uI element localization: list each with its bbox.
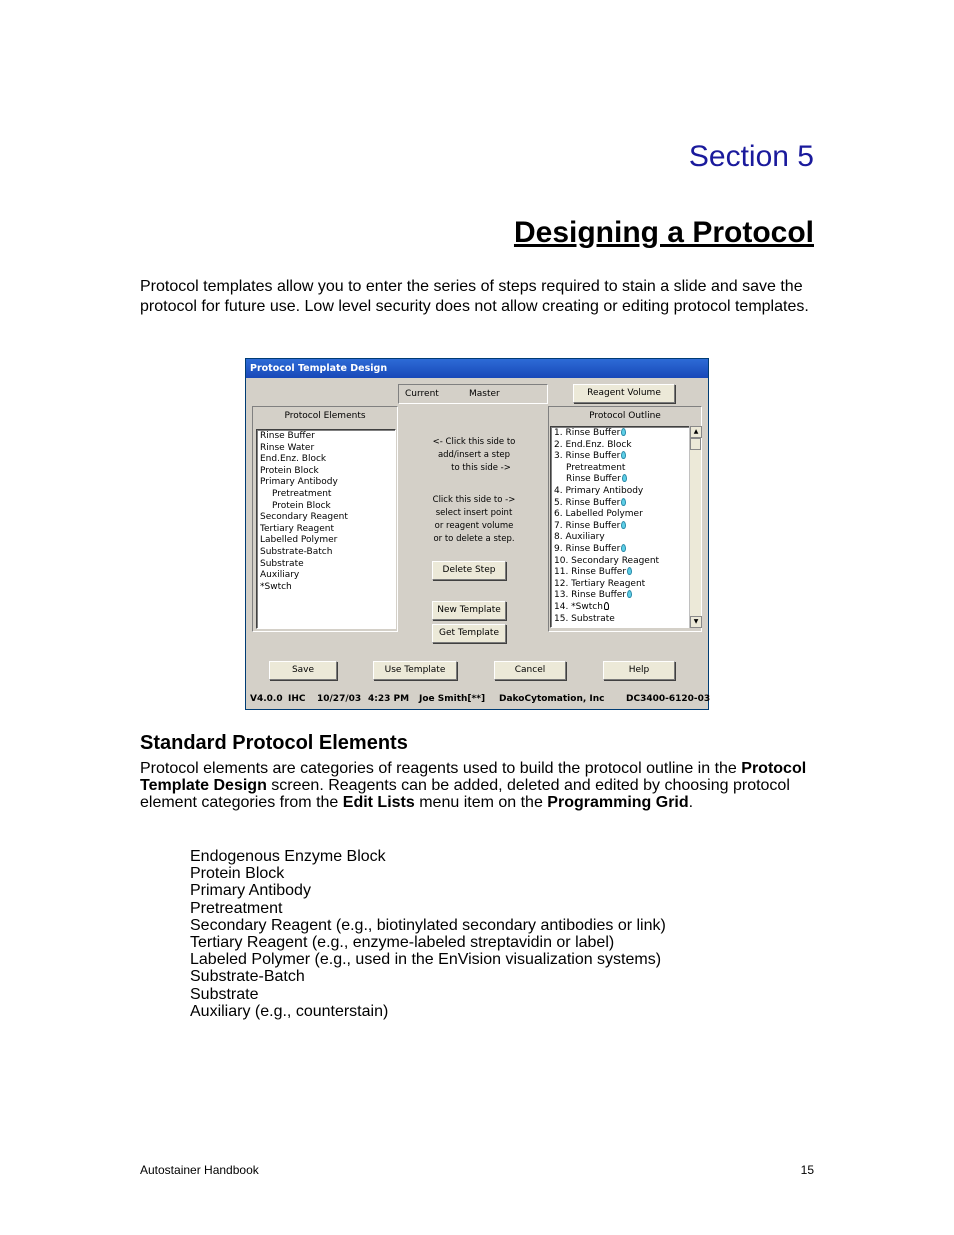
intro-paragraph: Protocol templates allow you to enter the series of steps required to stain a slide and save the protocol for future use. Low level security does not allow creating or editing protocol templates. (140, 278, 809, 315)
scroll-down-arrow-icon[interactable]: ▼ (690, 616, 702, 628)
outline-step-label: 2. End.Enz. Block (554, 439, 632, 450)
para2-bold-protocol-template-design: Protocol Template Design (140, 760, 807, 794)
hint-left-line-1: <- Click this side to (432, 437, 516, 447)
current-label[interactable]: Current (405, 389, 439, 399)
standard-element-item: Tertiary Reagent (e.g., enzyme-labeled streptavidin or label) (190, 934, 615, 952)
protocol-template-design-window (245, 358, 709, 710)
status-serial: DC3400-6120-03 (626, 694, 711, 704)
outline-step-label: 7. Rinse Buffer (554, 520, 621, 531)
outline-step-item[interactable] (554, 463, 686, 475)
hint-left-line-3: to this side -> (451, 463, 511, 473)
outline-step-item[interactable] (554, 614, 686, 626)
para2-bold-edit-lists: Edit Lists (342, 794, 415, 811)
section-label: Section 5 (688, 140, 814, 173)
outline-step-item[interactable] (554, 428, 686, 440)
protocol-elements-list[interactable] (256, 429, 396, 629)
window-body (246, 378, 711, 709)
current-master-panel (398, 384, 548, 404)
standard-element-item: Secondary Reagent (e.g., biotinylated secondary antibodies or link) (190, 916, 666, 934)
outline-step-label: 6. Labelled Polymer (554, 509, 643, 520)
save-button[interactable]: Save (269, 661, 337, 680)
hint-right-line-3: or reagent volume (434, 521, 514, 531)
delete-step-button[interactable]: Delete Step (432, 561, 506, 580)
hint-select-point (406, 494, 542, 546)
reagent-drop-icon (621, 498, 626, 506)
chapter-title: Designing a Protocol (513, 216, 814, 249)
protocol-element-item[interactable]: Labelled Polymer (260, 535, 338, 546)
switch-bulb-icon (604, 602, 609, 610)
standard-element-item: Substrate (190, 985, 259, 1003)
reagent-drop-icon (627, 590, 632, 598)
outline-step-item[interactable] (554, 590, 686, 602)
use-template-button[interactable]: Use Template (373, 661, 457, 680)
standard-element-item: Protein Block (190, 865, 285, 883)
outline-step-item[interactable] (554, 509, 686, 521)
cancel-button[interactable]: Cancel (494, 661, 566, 680)
protocol-element-item[interactable]: Pretreatment (272, 488, 332, 499)
standard-element-item: Pretreatment (190, 899, 283, 917)
protocol-element-item[interactable]: Auxiliary (260, 570, 300, 581)
standard-elements-list (190, 848, 666, 1020)
protocol-element-item[interactable]: Protein Block (260, 465, 319, 476)
outline-step-label: 3. Rinse Buffer (554, 451, 621, 462)
outline-step-label: 13. Rinse Buffer (554, 590, 627, 601)
para2-bold-programming-grid: Programming Grid (547, 794, 689, 811)
outline-step-item[interactable] (554, 544, 686, 556)
protocol-element-item[interactable]: Rinse Water (260, 442, 315, 453)
outline-step-label: 8. Auxiliary (554, 532, 605, 543)
outline-step-label: Pretreatment (566, 462, 626, 473)
outline-step-item[interactable] (554, 532, 686, 544)
protocol-outline-header: Protocol Outline (589, 411, 661, 421)
master-label[interactable]: Master (469, 389, 500, 399)
standard-element-item: Labeled Polymer (e.g., used in the EnVision visualization systems) (190, 951, 662, 969)
outline-step-item[interactable] (554, 474, 686, 486)
protocol-element-item[interactable]: End.Enz. Block (260, 454, 327, 465)
get-template-button[interactable]: Get Template (432, 624, 506, 643)
scroll-thumb[interactable] (690, 438, 701, 450)
outline-step-label: 15. Substrate (554, 613, 615, 624)
para2-text-1: Protocol elements are categories of reagents used to build the protocol outline in the (140, 760, 742, 777)
status-company: DakoCytomation, Inc (499, 694, 605, 704)
protocol-element-item[interactable]: Rinse Buffer (260, 431, 315, 441)
outline-step-label: 12. Tertiary Reagent (554, 578, 646, 589)
outline-step-item[interactable] (554, 602, 686, 614)
reagent-drop-icon (627, 567, 632, 575)
outline-step-item[interactable] (554, 579, 686, 591)
outline-step-label: 11. Rinse Buffer (554, 567, 627, 578)
outline-step-label: 9. Rinse Buffer (554, 543, 621, 554)
elements-paragraph (140, 760, 810, 811)
reagent-drop-icon (621, 428, 626, 436)
protocol-element-item[interactable]: Primary Antibody (260, 477, 338, 488)
protocol-element-item[interactable]: Secondary Reagent (260, 512, 348, 523)
hint-right-line-2: select insert point (435, 508, 513, 518)
status-version: V4.0.0 (250, 694, 283, 704)
para2-text-3: menu item on the (414, 794, 548, 811)
standard-element-item: Substrate-Batch (190, 968, 305, 986)
outline-scrollbar[interactable] (689, 426, 701, 628)
protocol-element-item[interactable]: Protein Block (272, 500, 331, 511)
para2-text-2: screen. Reagents can be added, deleted and edited by choosing protocol element categories from the (140, 777, 790, 811)
hint-add-step (406, 436, 542, 475)
protocol-elements-header: Protocol Elements (284, 411, 366, 421)
status-date: 10/27/03 (317, 694, 362, 704)
hint-left-line-2: add/insert a step (437, 450, 511, 460)
hint-right-line-4: or to delete a step. (433, 534, 515, 544)
window-title: Protocol Template Design (246, 359, 708, 378)
outline-step-item[interactable] (554, 567, 686, 579)
outline-step-item[interactable] (554, 521, 686, 533)
outline-step-label: 4. Primary Antibody (554, 485, 644, 496)
reagent-drop-icon (621, 451, 626, 459)
outline-step-label: 5. Rinse Buffer (554, 497, 621, 508)
reagent-volume-button[interactable]: Reagent Volume (573, 384, 675, 403)
status-user: Joe Smith[**] (419, 694, 486, 704)
para2-text-4: . (688, 794, 694, 811)
standard-element-item: Endogenous Enzyme Block (190, 848, 386, 865)
outline-step-item[interactable] (554, 556, 686, 568)
reagent-drop-icon (621, 521, 626, 529)
reagent-drop-icon (622, 474, 627, 482)
protocol-element-item[interactable]: Tertiary Reagent (260, 523, 335, 534)
outline-step-item[interactable] (554, 498, 686, 510)
new-template-button[interactable]: New Template (432, 601, 506, 620)
page-number: 15 (800, 1163, 814, 1177)
outline-step-label: 14. *Swtch (554, 601, 603, 612)
outline-step-label: Rinse Buffer (566, 474, 621, 485)
outline-step-item[interactable] (554, 451, 686, 463)
outline-step-label: 10. Secondary Reagent (554, 555, 660, 566)
protocol-element-item[interactable]: Substrate (260, 558, 304, 569)
status-mode: IHC (288, 694, 306, 704)
standard-element-item: Auxiliary (e.g., counterstain) (190, 1002, 389, 1020)
outline-step-item[interactable] (554, 440, 686, 452)
footer-title: Autostainer Handbook (140, 1163, 259, 1177)
scroll-up-arrow-icon[interactable]: ▲ (690, 426, 702, 438)
protocol-element-item[interactable]: *Swtch (260, 581, 292, 592)
reagent-drop-icon (621, 544, 626, 552)
hint-right-line-1: Click this side to -> (432, 495, 516, 505)
standard-element-item: Primary Antibody (190, 882, 311, 900)
outline-step-label: 1. Rinse Buffer (554, 428, 621, 438)
help-button[interactable]: Help (603, 661, 675, 680)
subheading: Standard Protocol Elements (140, 732, 408, 754)
status-time: 4:23 PM (368, 694, 410, 704)
protocol-outline-list[interactable] (550, 426, 690, 628)
outline-step-item[interactable] (554, 486, 686, 498)
protocol-element-item[interactable]: Substrate-Batch (260, 546, 333, 557)
